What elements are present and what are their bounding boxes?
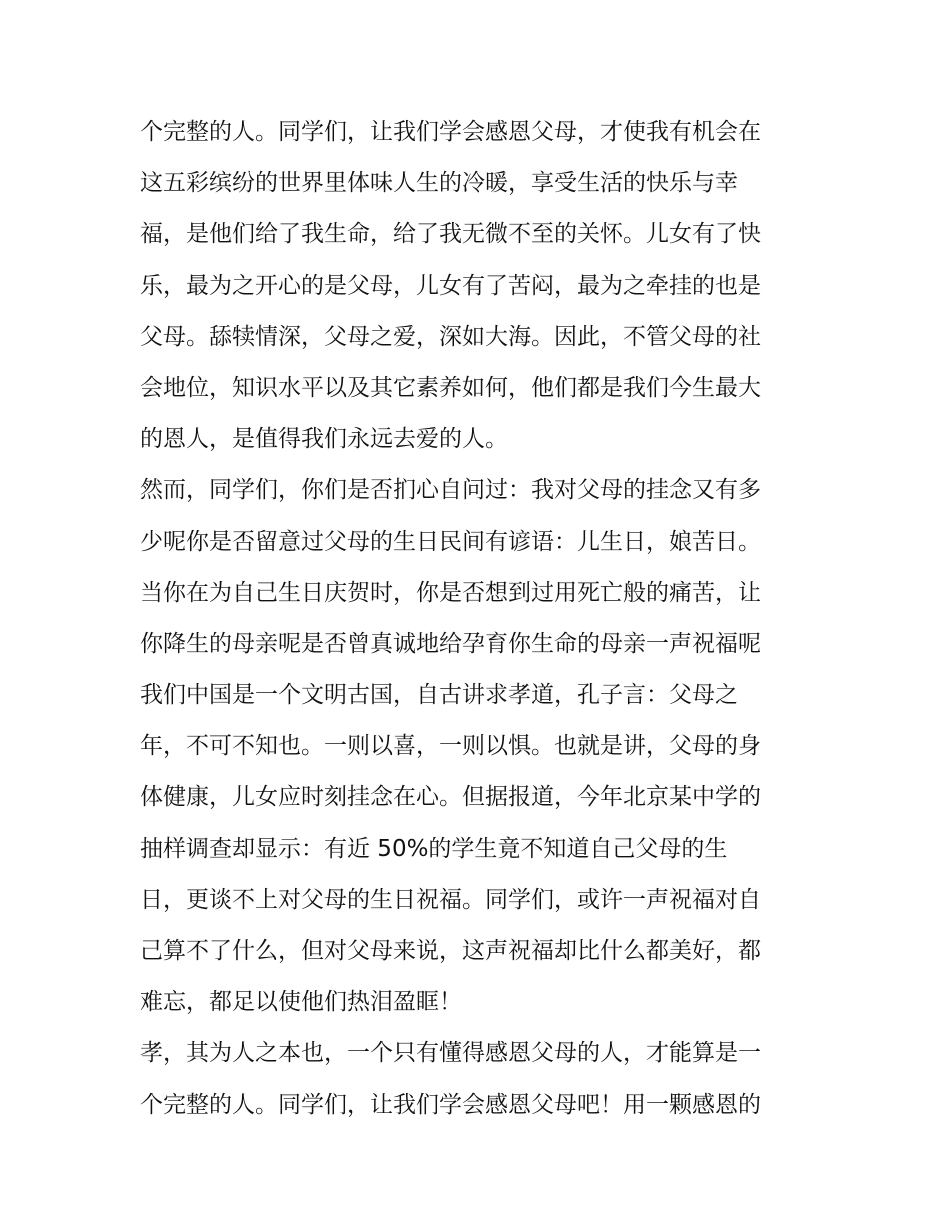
text-line: 少呢你是否留意过父母的生日民间有谚语：儿生日，娘苦日。: [140, 528, 761, 555]
text-line: 体健康，儿女应时刻挂念在心。但据报道，今年北京某中学的: [140, 784, 761, 811]
body-text: [140, 107, 820, 1131]
text-line: 的恩人，是值得我们永远去爱的人。: [140, 426, 508, 453]
text-line: 我们中国是一个文明古国，自古讲求孝道，孔子言：父母之: [140, 682, 738, 709]
text-line: 然而，同学们，你们是否扪心自问过：我对父母的挂念又有多: [140, 477, 761, 504]
text-line: 这五彩缤纷的世界里体味人生的冷暖，享受生活的快乐与幸: [140, 170, 738, 197]
text-line: 个完整的人。同学们，让我们学会感恩父母吧！用一颗感恩的: [140, 1091, 761, 1118]
text-line: 你降生的母亲呢是否曾真诚地给孕育你生命的母亲一声祝福呢: [140, 630, 761, 657]
text-line: 父母。舔犊情深，父母之爱，深如大海。因此，不管父母的社: [140, 323, 761, 350]
text-line: 当你在为自己生日庆贺时，你是否想到过用死亡般的痛苦，让: [140, 579, 761, 606]
text-line: 难忘，都足以使他们热泪盈眶！: [140, 989, 462, 1016]
text-line: 福，是他们给了我生命，给了我无微不至的关怀。儿女有了快: [140, 221, 761, 248]
text-line: 乐，最为之开心的是父母，儿女有了苦闷，最为之牵挂的也是: [140, 272, 761, 299]
text-line: 年，不可不知也。一则以喜，一则以惧。也就是讲，父母的身: [140, 733, 761, 760]
text-line: 个完整的人。同学们，让我们学会感恩父母，才使我有机会在: [140, 119, 761, 145]
text-line: 日，更谈不上对父母的生日祝福。同学们，或许一声祝福对自: [140, 886, 761, 913]
text-line: 己算不了什么，但对父母来说，这声祝福却比什么都美好，都: [140, 938, 761, 964]
text-line: 孝，其为人之本也，一个只有懂得感恩父母的人，才能算是一: [140, 1040, 761, 1067]
text-line: 抽样调查却显示：有近 50%的学生竟不知道自己父母的生: [140, 835, 728, 862]
text-line: 会地位，知识水平以及其它素养如何，他们都是我们今生最大: [140, 374, 761, 401]
